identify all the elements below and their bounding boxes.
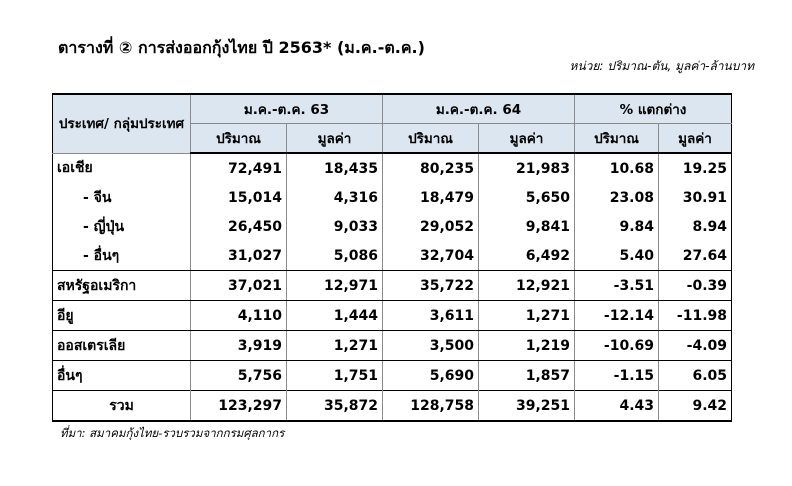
table-row: [53, 153, 732, 183]
cell-quantity-change: 5.40: [575, 241, 659, 271]
total-quantity-change: 4.43: [575, 391, 659, 422]
cell-value-change: 30.91: [659, 183, 732, 212]
cell-quantity-64: 5,690: [383, 361, 479, 391]
cell-value-change: 8.94: [659, 212, 732, 241]
unit-note: หน่วย: ปริมาณ-ตัน, มูลค่า-ล้านบาท: [569, 59, 754, 73]
source-note: ที่มา: สมาคมกุ้งไทย-รวบรวมจากกรมศุลกากร: [60, 426, 285, 440]
cell-quantity-change: -12.14: [575, 301, 659, 331]
header-quantity-64: ปริมาณ: [383, 124, 479, 154]
row-name: - อื่นๆ: [53, 241, 191, 271]
cell-quantity-change: -10.69: [575, 331, 659, 361]
row-name: อียู: [53, 301, 191, 331]
cell-quantity-64: 80,235: [383, 153, 479, 183]
cell-quantity-64: 18,479: [383, 183, 479, 212]
cell-quantity-64: 35,722: [383, 271, 479, 301]
cell-value-64: 12,921: [479, 271, 575, 301]
table-row: [53, 183, 732, 212]
total-row: [53, 391, 732, 422]
cell-value-64: 1,219: [479, 331, 575, 361]
cell-value-63: 12,971: [287, 271, 383, 301]
cell-value-64: 1,271: [479, 301, 575, 331]
header-value-64: มูลค่า: [479, 124, 575, 154]
cell-value-64: 21,983: [479, 153, 575, 183]
cell-value-63: 18,435: [287, 153, 383, 183]
table-row: [53, 301, 732, 331]
cell-quantity-64: 3,611: [383, 301, 479, 331]
header-value-change: มูลค่า: [659, 124, 732, 154]
cell-value-63: 5,086: [287, 241, 383, 271]
cell-quantity-63: 4,110: [191, 301, 287, 331]
table-row: [53, 241, 732, 271]
cell-quantity-change: -1.15: [575, 361, 659, 391]
cell-value-63: 9,033: [287, 212, 383, 241]
cell-value-change: 19.25: [659, 153, 732, 183]
table-row: [53, 271, 732, 301]
row-name: ออสเตรเลีย: [53, 331, 191, 361]
cell-value-64: 5,650: [479, 183, 575, 212]
table-row: [53, 212, 732, 241]
cell-quantity-64: 3,500: [383, 331, 479, 361]
shrimp-export-table: [52, 93, 732, 422]
cell-value-change: -0.39: [659, 271, 732, 301]
cell-quantity-63: 26,450: [191, 212, 287, 241]
header-percent-change: % แตกต่าง: [575, 94, 732, 124]
cell-quantity-63: 5,756: [191, 361, 287, 391]
cell-value-64: 6,492: [479, 241, 575, 271]
country-header: ประเทศ/ กลุ่มประเทศ: [53, 94, 191, 153]
cell-value-63: 1,271: [287, 331, 383, 361]
cell-quantity-63: 15,014: [191, 183, 287, 212]
table-row: [53, 331, 732, 361]
cell-value-change: -11.98: [659, 301, 732, 331]
cell-quantity-63: 37,021: [191, 271, 287, 301]
row-name: อื่นๆ: [53, 361, 191, 391]
cell-quantity-64: 29,052: [383, 212, 479, 241]
cell-quantity-64: 32,704: [383, 241, 479, 271]
cell-value-63: 1,751: [287, 361, 383, 391]
cell-value-change: 27.64: [659, 241, 732, 271]
total-value-change: 9.42: [659, 391, 732, 422]
total-quantity-64: 128,758: [383, 391, 479, 422]
cell-quantity-change: -3.51: [575, 271, 659, 301]
row-name: - ญี่ปุ่น: [53, 212, 191, 241]
total-quantity-63: 123,297: [191, 391, 287, 422]
cell-quantity-63: 72,491: [191, 153, 287, 183]
cell-quantity-change: 9.84: [575, 212, 659, 241]
header-quantity-change: ปริมาณ: [575, 124, 659, 154]
cell-value-63: 4,316: [287, 183, 383, 212]
page-title: ตารางที่ ② การส่งออกกุ้งไทย ปี 2563* (ม.ค.-ต.ค.): [58, 38, 425, 57]
row-name: สหรัฐอเมริกา: [53, 271, 191, 301]
total-value-63: 35,872: [287, 391, 383, 422]
cell-quantity-63: 31,027: [191, 241, 287, 271]
row-name: - จีน: [53, 183, 191, 212]
cell-value-63: 1,444: [287, 301, 383, 331]
cell-quantity-change: 23.08: [575, 183, 659, 212]
cell-quantity-change: 10.68: [575, 153, 659, 183]
cell-value-64: 9,841: [479, 212, 575, 241]
table-row: [53, 361, 732, 391]
total-label: รวม: [53, 391, 191, 422]
cell-value-change: 6.05: [659, 361, 732, 391]
total-value-64: 39,251: [479, 391, 575, 422]
header-period-64: ม.ค.-ต.ค. 64: [383, 94, 575, 124]
cell-value-64: 1,857: [479, 361, 575, 391]
header-value-63: มูลค่า: [287, 124, 383, 154]
row-name: เอเชีย: [53, 153, 191, 183]
cell-value-change: -4.09: [659, 331, 732, 361]
header-quantity-63: ปริมาณ: [191, 124, 287, 154]
header-period-63: ม.ค.-ต.ค. 63: [191, 94, 383, 124]
cell-quantity-63: 3,919: [191, 331, 287, 361]
